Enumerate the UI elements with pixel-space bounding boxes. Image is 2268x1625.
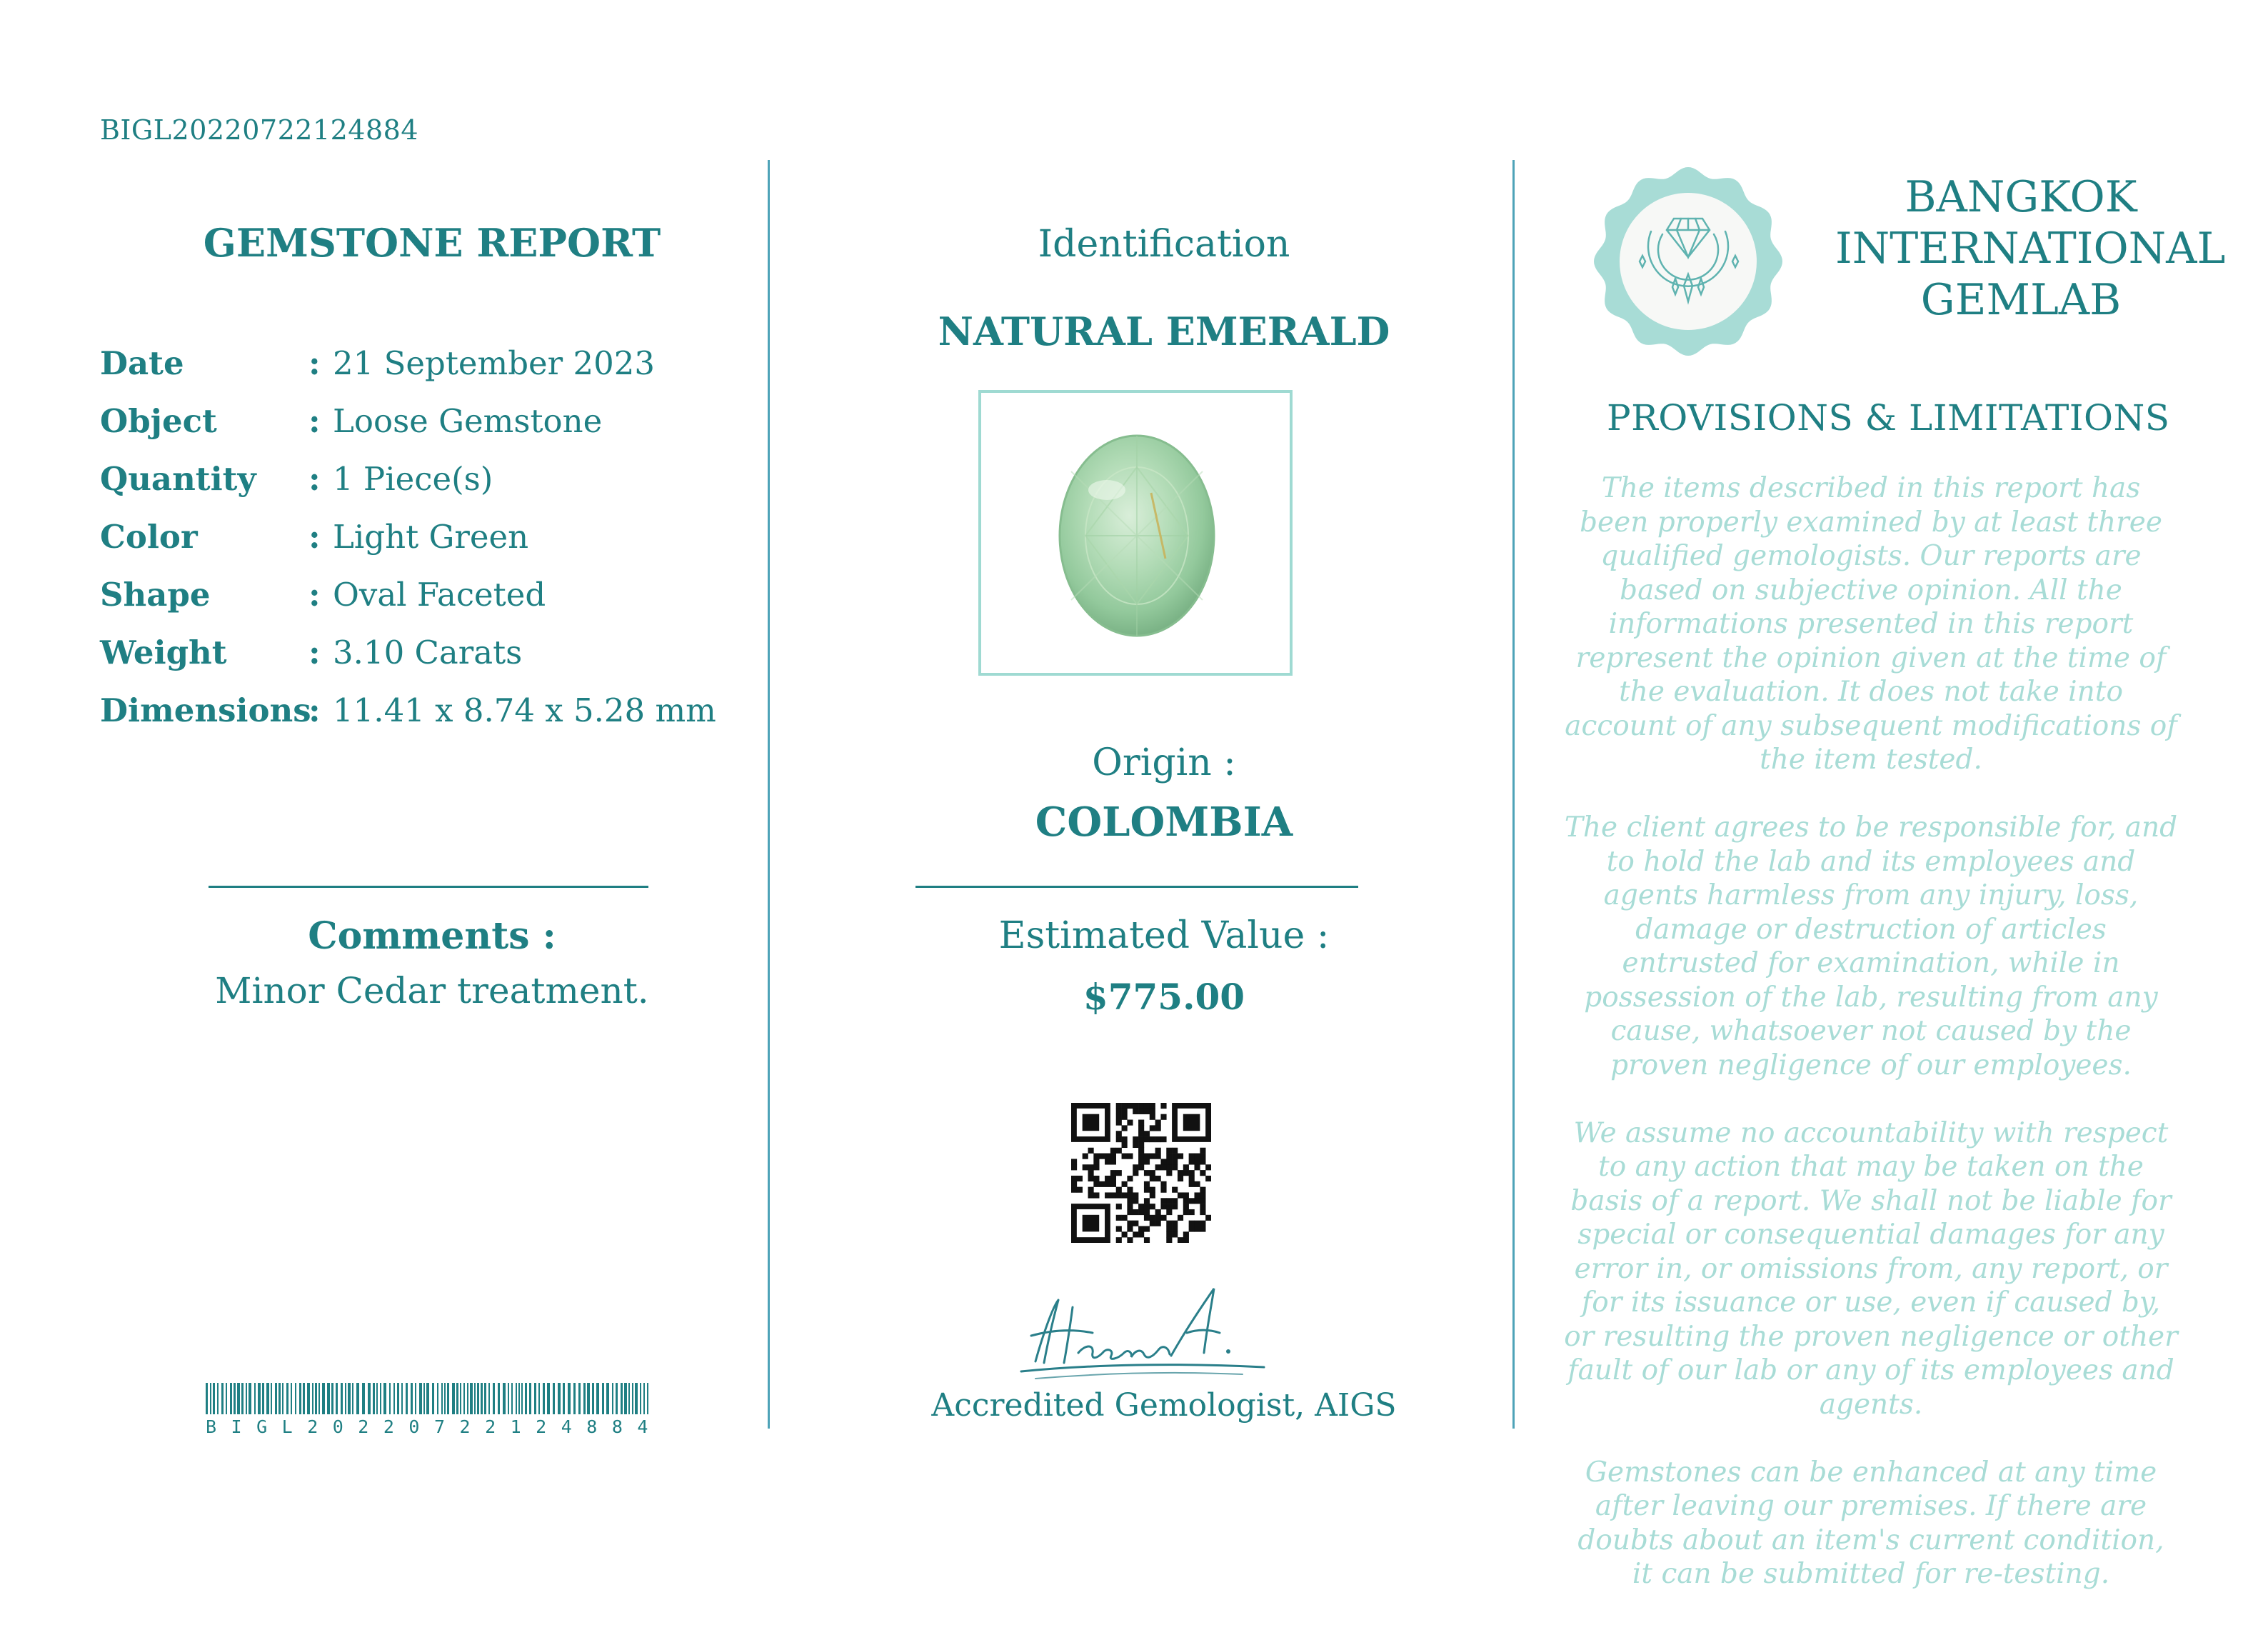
spec-colon: : xyxy=(308,517,321,556)
origin-value: COLOMBIA xyxy=(1035,799,1293,846)
spec-value: 3.10 Carats xyxy=(333,633,523,671)
provisions-title: PROVISIONS & LIMITATIONS xyxy=(1607,397,2170,439)
spec-value: Loose Gemstone xyxy=(333,401,603,440)
estimated-value-label: Estimated Value : xyxy=(998,914,1330,957)
gemologist-signature xyxy=(993,1279,1278,1386)
spec-value: Oval Faceted xyxy=(333,575,546,614)
gem-crescent-seal-icon xyxy=(1592,166,1784,357)
barcode-icon xyxy=(206,1383,653,1414)
provisions-paragraph: The client agrees to be responsible for, and to hold the lab and its employees and agents harmless from any injury, loss, damage or destruction of articles entrusted for examination, while in possession of the lab, resulting from any cause, whatsoever not caused by the proven negligence of our employees. xyxy=(1564,811,2178,1081)
lab-name xyxy=(1835,171,2226,326)
lab-name-line: INTERNATIONAL xyxy=(1835,224,2226,274)
report-id: BIGL20220722124884 xyxy=(100,114,418,146)
report-title: GEMSTONE REPORT xyxy=(203,220,661,266)
spec-label: Color xyxy=(100,517,198,556)
gemologist-title: Accredited Gemologist, AIGS xyxy=(931,1387,1397,1424)
spec-row-color xyxy=(100,508,528,565)
spec-colon: : xyxy=(308,633,321,671)
estimated-value-amount: $775.00 xyxy=(1083,976,1245,1018)
emerald-image xyxy=(981,393,1290,673)
spec-colon: : xyxy=(308,691,321,729)
spec-row-shape xyxy=(100,566,546,623)
identification-value: NATURAL EMERALD xyxy=(938,309,1390,354)
spec-row-quantity xyxy=(100,450,493,507)
spec-colon: : xyxy=(308,575,321,614)
spec-colon: : xyxy=(308,401,321,440)
spec-row-object xyxy=(100,392,602,449)
spec-colon: : xyxy=(308,344,321,382)
spec-label: Weight xyxy=(100,633,227,671)
provisions-paragraph: Gemstones can be enhanced at any time after leaving our premises. If there are doubts about an item's current condition, it can be submitted for re-testing. xyxy=(1577,1456,2164,1590)
spec-label: Date xyxy=(100,344,184,382)
qr-code-icon xyxy=(1071,1103,1211,1243)
barcode-text: BIGL20220722124884 xyxy=(206,1416,663,1437)
spec-value: 1 Piece(s) xyxy=(333,459,493,498)
spec-row-date xyxy=(100,334,655,391)
spec-label: Quantity xyxy=(100,459,256,498)
spec-colon: : xyxy=(308,459,321,498)
value-divider xyxy=(915,886,1358,888)
identification-label: Identification xyxy=(1038,223,1290,266)
spec-row-weight xyxy=(100,624,522,681)
spec-label: Object xyxy=(100,401,217,440)
lab-name-line: BANGKOK xyxy=(1905,172,2137,222)
comments-divider xyxy=(209,886,648,888)
spec-value: Light Green xyxy=(333,517,529,556)
spec-value: 11.41 x 8.74 x 5.28 mm xyxy=(333,691,716,729)
spec-value: 21 September 2023 xyxy=(333,344,655,382)
lab-name-line: GEMLAB xyxy=(1920,275,2122,325)
comments-label: Comments : xyxy=(308,914,556,958)
stone-photo-frame xyxy=(978,390,1293,676)
origin-label: Origin : xyxy=(1092,741,1236,784)
spec-row-dimensions xyxy=(100,681,716,739)
provisions-body xyxy=(1564,471,2178,1625)
spec-label: Dimensions xyxy=(100,691,311,729)
comments-text: Minor Cedar treatment. xyxy=(215,970,649,1011)
provisions-paragraph: We assume no accountability with respect to any action that may be taken on the basis of a report. We shall not be liable for special or consequential damages for any error in, or omissions from, any report, or for its issuance or use, even if caused by, or resulting the proven negligence or other fault of our lab or any of its employees and agents. xyxy=(1564,1116,2178,1421)
spec-label: Shape xyxy=(100,575,211,614)
provisions-paragraph: The items described in this report has been properly examined by at least three qualified gemologists. Our reports are based on subjective opinion. All the informations presented in this report represent the opinion given at the time of the evaluation. It does not take into account of any subsequent modifications of the item tested. xyxy=(1565,472,2177,776)
